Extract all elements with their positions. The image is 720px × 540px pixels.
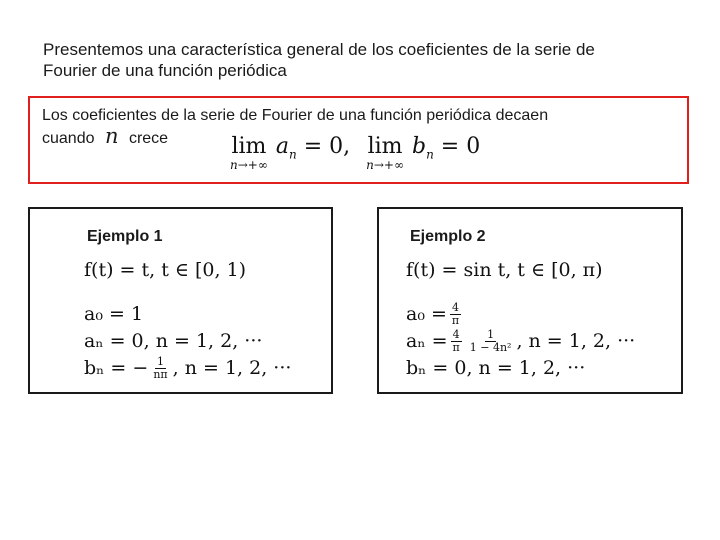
- theorem-cuando: cuando: [42, 130, 95, 147]
- example-1-bn-den: nπ: [153, 368, 168, 381]
- example-1-a0: a₀ = 1: [84, 303, 144, 325]
- example-2-a0-den: π: [451, 314, 460, 327]
- lim1-rhs: = 0,: [296, 134, 351, 159]
- limit-operator-2: [366, 136, 404, 172]
- lim1-var: a: [275, 134, 289, 159]
- example-1-box: [28, 207, 333, 394]
- lim-subscript-2: n→+∞: [366, 158, 404, 172]
- example-2-box: [377, 207, 683, 394]
- lim2-sub: n: [426, 147, 434, 162]
- example-2-an-rhs: , n = 1, 2, ···: [516, 330, 636, 352]
- lim-subscript-1: n→+∞: [230, 158, 268, 172]
- limit-formulas: [230, 136, 480, 180]
- theorem-var-n: n: [104, 124, 119, 148]
- example-2-an-fraction-1: [451, 329, 462, 354]
- lim1-sub: n: [288, 147, 297, 162]
- limit-expression-1: [276, 136, 350, 165]
- example-2-bn: bₙ = 0, n = 1, 2, ···: [406, 357, 586, 379]
- example-2-an: [406, 328, 635, 355]
- example-2-an-num2: 1: [487, 328, 495, 341]
- example-2-an-den1: π: [452, 341, 460, 354]
- example-2-a0-lhs: a₀ =: [406, 303, 447, 325]
- lim2-var: b: [411, 134, 427, 159]
- example-2-a0-fraction: [450, 302, 461, 327]
- theorem-box: [28, 96, 689, 184]
- example-1-bn: [84, 355, 291, 382]
- lim2-rhs: = 0: [433, 134, 481, 159]
- example-2-an-den2: 1 − 4n²: [469, 341, 512, 354]
- theorem-line-1: Los coeficientes de la serie de Fourier de una función periódica decaen: [42, 107, 549, 124]
- limit-operator-1: [230, 136, 268, 172]
- example-1-title: Ejemplo 1: [87, 228, 163, 245]
- example-2-coefficients: [406, 301, 635, 382]
- intro-text: [43, 39, 683, 81]
- example-2-a0-num: 4: [452, 301, 460, 314]
- theorem-crece: crece: [128, 130, 169, 147]
- example-1-coefficients: [84, 301, 291, 382]
- example-2-a0: [406, 301, 635, 328]
- intro-line-1: Presentemos una característica general de los coeficientes de la serie de: [43, 40, 595, 59]
- intro-line-2: Fourier de una función periódica: [43, 61, 287, 80]
- example-2-title: Ejemplo 2: [410, 228, 486, 245]
- example-2-an-num1: 4: [452, 328, 460, 341]
- example-1-function: f(t) = t, t ∈ [0, 1): [84, 259, 247, 281]
- lim-word-2: lim: [367, 134, 403, 159]
- example-1-an: aₙ = 0, n = 1, 2, ···: [84, 330, 263, 352]
- example-1-bn-lhs: bₙ = −: [84, 357, 149, 379]
- example-2-function: f(t) = sin t, t ∈ [0, π): [406, 259, 603, 281]
- limit-expression-2: [412, 136, 480, 165]
- example-2-an-lhs: aₙ =: [406, 330, 448, 352]
- example-2-an-fraction-2: [468, 329, 514, 354]
- lim-word-1: lim: [231, 134, 267, 159]
- example-1-bn-rhs: , n = 1, 2, ···: [172, 357, 292, 379]
- example-1-bn-num: 1: [156, 355, 164, 368]
- example-1-bn-fraction: [151, 356, 169, 381]
